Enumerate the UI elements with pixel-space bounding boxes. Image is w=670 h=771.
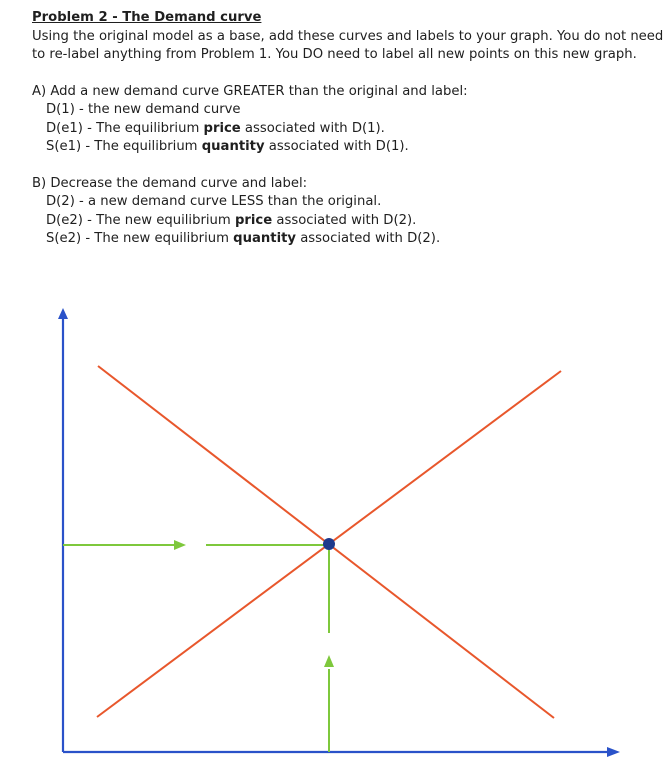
part-a-heading: A) Add a new demand curve GREATER than the original and label:: [32, 83, 468, 99]
part-b-item-3: S(e2) - The new equilibrium quantity associated with D(2).: [46, 231, 441, 246]
part-a-item-3: S(e1) - The equilibrium quantity associated with D(1).: [46, 139, 409, 154]
part-b-item-1: D(2) - a new demand curve LESS than the original.: [46, 194, 382, 209]
part-a-item-1: D(1) - the new demand curve: [46, 102, 241, 117]
equilibrium-point: [323, 538, 335, 550]
part-a-item-2: D(e1) - The equilibrium price associated with D(1).: [46, 120, 385, 136]
problem-title: Problem 2 - The Demand curve: [32, 10, 262, 25]
quantity-guide-arrowhead: [324, 655, 334, 667]
part-b-item-2: D(e2) - The new equilibrium price associated with D(2).: [46, 212, 417, 228]
intro-line-2: to re-label anything from Problem 1. You DO need to label all new points on this new graph.: [32, 47, 637, 62]
x-axis-arrowhead: [607, 747, 620, 757]
price-guide-arrowhead: [174, 540, 186, 550]
intro-line-1: Using the original model as a base, add these curves and labels to your graph. You do not need: [32, 28, 664, 44]
part-b-heading: B) Decrease the demand curve and label:: [32, 175, 308, 191]
y-axis-arrowhead: [58, 308, 68, 319]
